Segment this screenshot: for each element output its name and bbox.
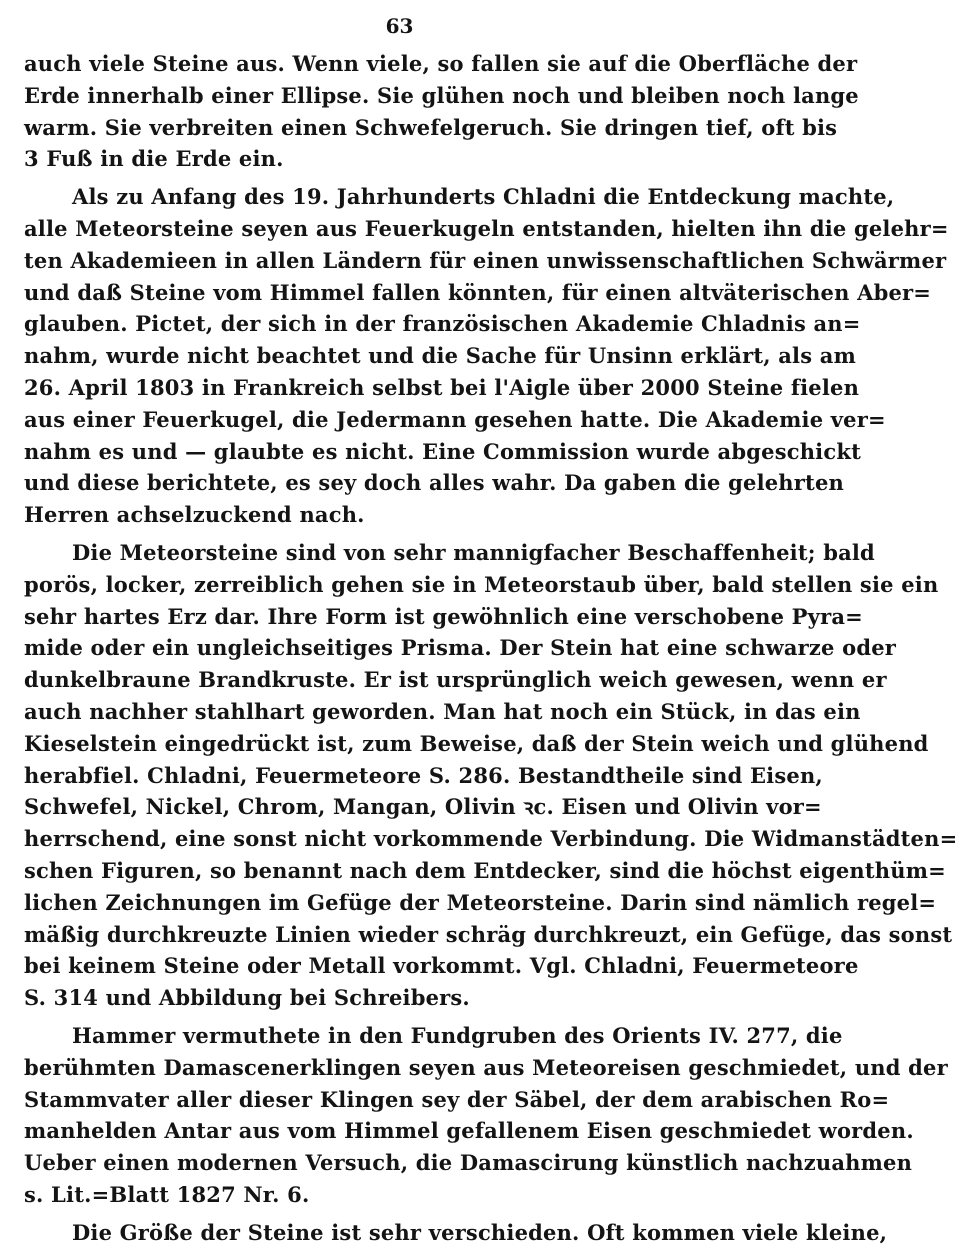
text-line: Als zu Anfang des 19. Jahrhunderts Chladni die Entdeckung machte,: [72, 184, 895, 210]
paragraph: [24, 1020, 948, 1211]
text-line: alle Meteorsteine seyen aus Feuerkugeln entstanden, hielten ihn die gelehr=: [24, 215, 949, 241]
text-line: aus einer Feuerkugel, die Jedermann gesehen hatte. Die Akademie ver=: [24, 406, 886, 432]
text-line: lichen Zeichnungen im Gefüge der Meteorsteine. Darin sind nämlich regel=: [24, 889, 937, 915]
text-line: 3 Fuß in die Erde ein.: [24, 146, 284, 172]
text-line: ten Akademieen in allen Ländern für einen unwissenschaftlichen Schwärmer: [24, 247, 947, 273]
text-line: herabfiel. Chladni, Feuermeteore S. 286. Bestandtheile sind Eisen,: [24, 762, 823, 788]
text-line: und diese berichtete, es sey doch alles wahr. Da gaben die gelehrten: [24, 470, 844, 496]
page-number: 63: [385, 14, 414, 38]
text-line: sehr hartes Erz dar. Ihre Form ist gewöhnlich eine verschobene Pyra=: [24, 603, 863, 629]
text-line: s. Lit.=Blatt 1827 Nr. 6.: [24, 1181, 310, 1207]
text-line: porös, locker, zerreiblich gehen sie in Meteorstaub über, bald stellen sie ein: [24, 571, 939, 597]
paragraph: [24, 537, 957, 1014]
body-text: [24, 48, 957, 1248]
text-line: Erde innerhalb einer Ellipse. Sie glühen noch und bleiben noch lange: [24, 82, 859, 108]
text-line: Stammvater aller dieser Klingen sey der Säbel, der dem arabischen Ro=: [24, 1086, 890, 1112]
text-line: Die Größe der Steine ist sehr verschieden. Oft kommen viele kleine,: [72, 1219, 888, 1245]
text-line: berühmten Damascenerklingen seyen aus Meteoreisen geschmiedet, und der: [24, 1054, 948, 1080]
text-line: 26. April 1803 in Frankreich selbst bei l'Aigle über 2000 Steine fielen: [24, 374, 860, 400]
text-line: herrschend, eine sonst nicht vorkommende Verbindung. Die Widmanstädten=: [24, 826, 957, 852]
text-line: Herren achselzuckend nach.: [24, 502, 365, 528]
text-line: S. 314 und Abbildung bei Schreibers.: [24, 985, 470, 1011]
paragraph: [24, 181, 949, 531]
text-line: warm. Sie verbreiten einen Schwefelgeruch. Sie dringen tief, oft bis: [24, 114, 838, 140]
text-line: dunkelbraune Brandkruste. Er ist ursprünglich weich gewesen, wenn er: [24, 667, 887, 693]
text-line: mide oder ein ungleichseitiges Prisma. Der Stein hat eine schwarze oder: [24, 635, 897, 661]
text-line: nahm, wurde nicht beachtet und die Sache für Unsinn erklärt, als am: [24, 343, 856, 369]
paragraph: [24, 48, 859, 175]
text-line: Ueber einen modernen Versuch, die Damascirung künstlich nachzuahmen: [24, 1150, 913, 1176]
paragraph: [24, 1217, 888, 1248]
text-line: schen Figuren, so benannt nach dem Entdecker, sind die höchst eigenthüm=: [24, 857, 946, 883]
text-line: nahm es und — glaubte es nicht. Eine Commission wurde abgeschickt: [24, 438, 861, 464]
text-line: glauben. Pictet, der sich in der französischen Akademie Chladnis an=: [24, 311, 861, 337]
text-line: auch nachher stahlhart geworden. Man hat noch ein Stück, in das ein: [24, 698, 861, 724]
text-line: und daß Steine vom Himmel fallen könnten, für einen altväterischen Aber=: [24, 279, 932, 305]
text-line: mäßig durchkreuzte Linien wieder schräg durchkreuzt, ein Gefüge, das sonst: [24, 921, 953, 947]
text-line: bei keinem Steine oder Metall vorkommt. Vgl. Chladni, Feuermeteore: [24, 953, 859, 979]
text-line: Schwefel, Nickel, Chrom, Mangan, Olivin ꝛc. Eisen und Olivin vor=: [24, 794, 822, 820]
text-line: auch viele Steine aus. Wenn viele, so fallen sie auf die Oberfläche der: [24, 51, 858, 76]
text-line: manhelden Antar aus vom Himmel gefallenem Eisen geschmiedet worden.: [24, 1118, 914, 1144]
text-line: Hammer vermuthete in den Fundgruben des Orients IV. 277, die: [72, 1022, 843, 1048]
text-line: Die Meteorsteine sind von sehr mannigfacher Beschaffenheit; bald: [72, 539, 875, 565]
text-line: Kieselstein eingedrückt ist, zum Beweise, daß der Stein weich und glühend: [24, 730, 929, 756]
